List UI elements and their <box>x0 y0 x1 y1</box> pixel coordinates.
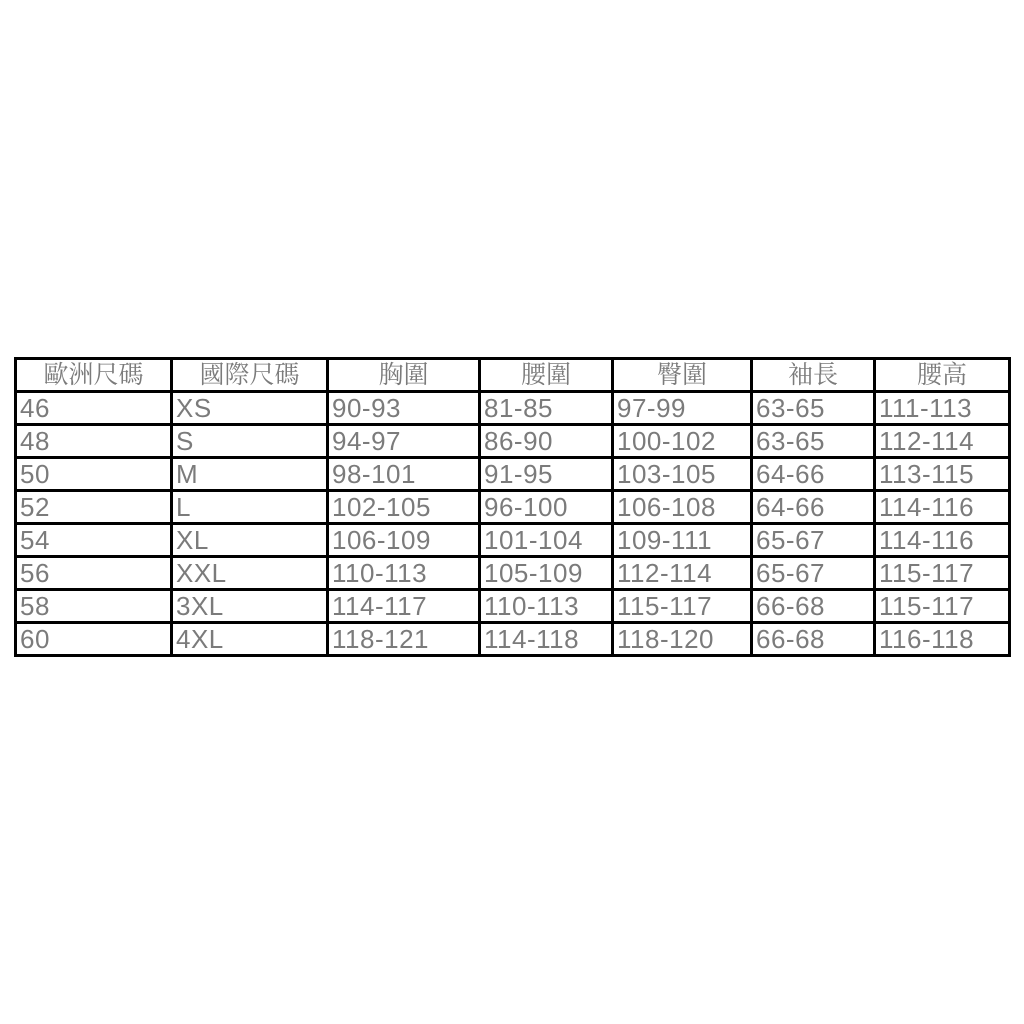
table-cell: L <box>172 491 328 524</box>
table-cell: 116-118 <box>875 623 1010 656</box>
table-cell: 94-97 <box>328 425 480 458</box>
table-cell: 106-108 <box>613 491 752 524</box>
table-cell: 112-114 <box>875 425 1010 458</box>
table-cell: 65-67 <box>752 557 875 590</box>
table-cell: 113-115 <box>875 458 1010 491</box>
table-row <box>16 524 1010 557</box>
table-cell: 3XL <box>172 590 328 623</box>
table-cell: 114-116 <box>875 491 1010 524</box>
table-cell: M <box>172 458 328 491</box>
table-cell: 111-113 <box>875 392 1010 425</box>
table-cell: 106-109 <box>328 524 480 557</box>
table-cell: 64-66 <box>752 458 875 491</box>
table-row <box>16 392 1010 425</box>
table-cell: 115-117 <box>875 590 1010 623</box>
table-row <box>16 491 1010 524</box>
table-cell: 66-68 <box>752 590 875 623</box>
table-cell: 114-116 <box>875 524 1010 557</box>
header-cell-waist-height: 腰高 <box>875 359 1010 392</box>
table-cell: 56 <box>16 557 172 590</box>
table-cell: 114-117 <box>328 590 480 623</box>
table-row <box>16 557 1010 590</box>
table-cell: 102-105 <box>328 491 480 524</box>
table-cell: 115-117 <box>875 557 1010 590</box>
header-cell-european-size: 歐洲尺碼 <box>16 359 172 392</box>
header-cell-hip: 臀圍 <box>613 359 752 392</box>
table-cell: 97-99 <box>613 392 752 425</box>
table-row <box>16 425 1010 458</box>
table-cell: XXL <box>172 557 328 590</box>
table-cell: 4XL <box>172 623 328 656</box>
table-cell: 112-114 <box>613 557 752 590</box>
table-cell: 118-120 <box>613 623 752 656</box>
table-cell: 63-65 <box>752 425 875 458</box>
header-row <box>16 359 1010 392</box>
table-cell: 90-93 <box>328 392 480 425</box>
header-cell-international-size: 國際尺碼 <box>172 359 328 392</box>
table-cell: 63-65 <box>752 392 875 425</box>
table-cell: 110-113 <box>328 557 480 590</box>
table-cell: 98-101 <box>328 458 480 491</box>
table-cell: 100-102 <box>613 425 752 458</box>
table-cell: 54 <box>16 524 172 557</box>
table-row <box>16 623 1010 656</box>
table-cell: 60 <box>16 623 172 656</box>
table-cell: 50 <box>16 458 172 491</box>
table-cell: XS <box>172 392 328 425</box>
size-chart-table <box>14 357 1011 657</box>
table-cell: 66-68 <box>752 623 875 656</box>
table-cell: S <box>172 425 328 458</box>
table-cell: 65-67 <box>752 524 875 557</box>
table-cell: 48 <box>16 425 172 458</box>
table-cell: 46 <box>16 392 172 425</box>
table-cell: 81-85 <box>480 392 613 425</box>
table-cell: 115-117 <box>613 590 752 623</box>
table-cell: 52 <box>16 491 172 524</box>
table-cell: 110-113 <box>480 590 613 623</box>
table-cell: 101-104 <box>480 524 613 557</box>
table-cell: 114-118 <box>480 623 613 656</box>
table-row <box>16 458 1010 491</box>
table-cell: 64-66 <box>752 491 875 524</box>
header-cell-waist: 腰圍 <box>480 359 613 392</box>
header-cell-sleeve-length: 袖長 <box>752 359 875 392</box>
table-cell: 103-105 <box>613 458 752 491</box>
header-cell-chest: 胸圍 <box>328 359 480 392</box>
table-cell: 96-100 <box>480 491 613 524</box>
table-cell: 109-111 <box>613 524 752 557</box>
table-cell: XL <box>172 524 328 557</box>
table-row <box>16 590 1010 623</box>
table-cell: 58 <box>16 590 172 623</box>
table-cell: 118-121 <box>328 623 480 656</box>
table-cell: 91-95 <box>480 458 613 491</box>
table-cell: 105-109 <box>480 557 613 590</box>
table-cell: 86-90 <box>480 425 613 458</box>
